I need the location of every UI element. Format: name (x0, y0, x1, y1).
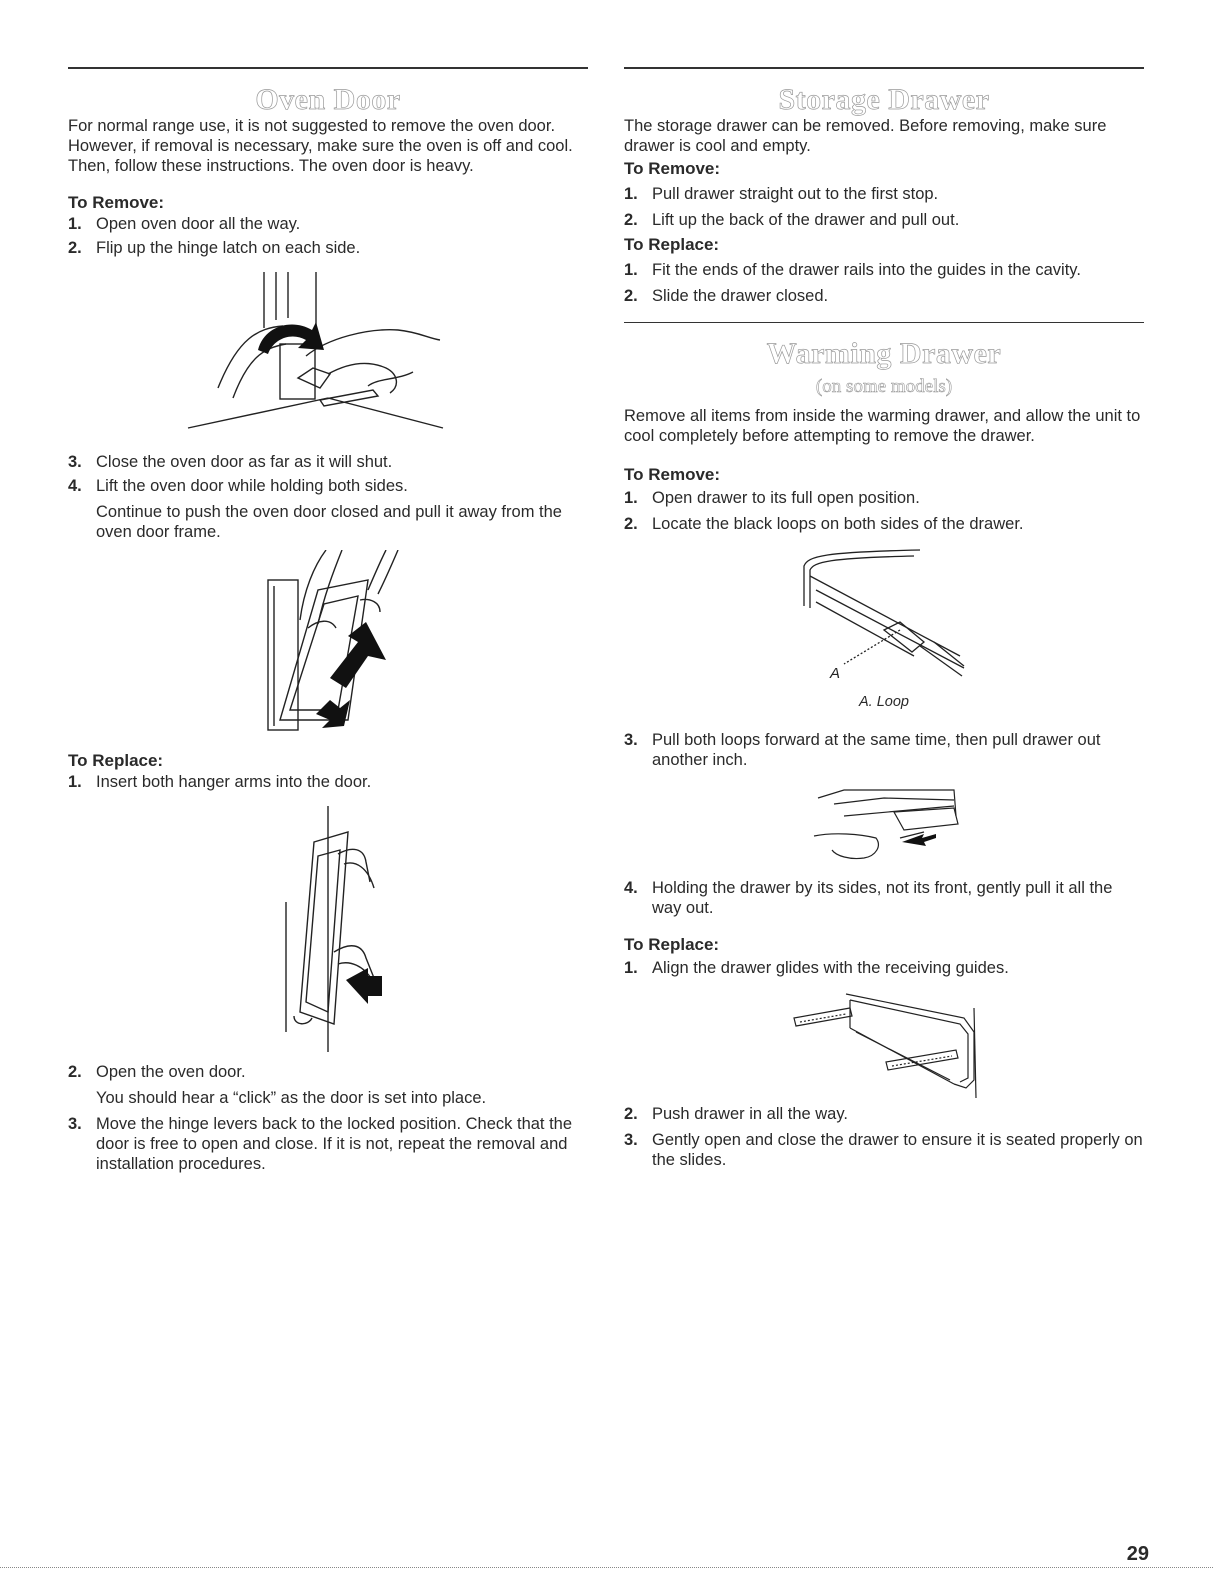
oven-door-section (68, 80, 588, 1174)
oven-door-remove-heading: To Remove: (68, 193, 165, 212)
warming-drawer-replace-step-3: 3. Gently open and close the drawer to ensure it is seated properly on the slides. (624, 1131, 1143, 1169)
storage-drawer-title: Storage Drawer (778, 83, 990, 116)
warming-drawer-remove-step-1: 1. Open drawer to its full open position. (624, 489, 920, 507)
drawer-loop-illustration (624, 546, 1144, 686)
oven-door-remove-step-1: 1. Open oven door all the way. (68, 215, 301, 233)
warming-drawer-section (624, 334, 1144, 1170)
oven-door-replace-step-3: 3. Move the hinge levers back to the locked position. Check that the door is free to open and close. If it is not, repeat the removal and installation procedures. (68, 1115, 573, 1173)
right-top-rule (624, 67, 1144, 69)
storage-drawer-replace-heading: To Replace: (624, 235, 720, 254)
oven-door-remove-step-4: 4. Lift the oven door while holding both sides. (68, 477, 408, 495)
insert-hanger-arms-illustration (68, 802, 588, 1052)
storage-drawer-replace-step-2: 2. Slide the drawer closed. (624, 287, 829, 305)
storage-drawer-replace-step-1: 1. Fit the ends of the drawer rails into the guides in the cavity. (624, 261, 1081, 279)
storage-drawer-remove-heading: To Remove: (624, 159, 721, 178)
warming-drawer-replace-step-1: 1. Align the drawer glides with the receiving guides. (624, 959, 1009, 977)
warming-drawer-intro: Remove all items from inside the warming drawer, and allow the unit to cool completely before attempting to remove the drawer. (624, 407, 1141, 445)
oven-door-intro: For normal range use, it is not suggested to remove the oven door. However, if removal is necessary, make sure the oven is off and cool. Then, follow these instructions. The oven door is heavy. (68, 117, 573, 175)
align-glides-illustration (624, 988, 1144, 1098)
loop-label-a: A (830, 665, 841, 682)
oven-door-remove-step-3: 3. Close the oven door as far as it will shut. (68, 453, 393, 471)
lift-door-illustration (68, 550, 588, 740)
oven-door-replace-step-2: 2. Open the oven door. (68, 1063, 246, 1081)
page-number: 29 (1126, 1543, 1149, 1565)
loop-caption: A. Loop (859, 694, 909, 710)
oven-door-replace-heading: To Replace: (68, 751, 164, 770)
warming-drawer-rule (624, 322, 1144, 323)
storage-drawer-remove-step-1: 1. Pull drawer straight out to the first stop. (624, 185, 939, 203)
warming-drawer-title: Warming Drawer (766, 337, 1002, 370)
storage-drawer-intro: The storage drawer can be removed. Before removing, make sure drawer is cool and empty. (624, 117, 1107, 155)
hinge-latch-illustration (68, 268, 588, 448)
left-top-rule (68, 67, 588, 69)
warming-drawer-replace-heading: To Replace: (624, 935, 720, 954)
oven-door-remove-step-4-continued: Continue to push the oven door closed and pull it away from the oven door frame. (96, 503, 562, 541)
warming-drawer-subtitle: (on some models) (815, 376, 953, 397)
oven-door-title: Oven Door (255, 83, 401, 116)
oven-door-replace-step-1: 1. Insert both hanger arms into the door. (68, 773, 372, 791)
storage-drawer-section (624, 80, 1144, 306)
scan-edge (0, 1567, 1213, 1568)
warming-drawer-remove-step-2: 2. Locate the black loops on both sides of the drawer. (624, 515, 1024, 533)
warming-drawer-remove-heading: To Remove: (624, 465, 721, 484)
warming-drawer-remove-step-3: 3. Pull both loops forward at the same time, then pull drawer out another inch. (624, 731, 1101, 769)
pull-loops-illustration (624, 776, 1144, 872)
warming-drawer-remove-step-4: 4. Holding the drawer by its sides, not its front, gently pull it all the way out. (624, 879, 1113, 917)
storage-drawer-remove-step-2: 2. Lift up the back of the drawer and pull out. (624, 211, 960, 229)
oven-door-remove-step-2: 2. Flip up the hinge latch on each side. (68, 239, 361, 257)
warming-drawer-replace-step-2: 2. Push drawer in all the way. (624, 1105, 848, 1123)
oven-door-replace-step-2-continued: You should hear a “click” as the door is set into place. (96, 1089, 487, 1107)
svg-text:1: 1 (364, 671, 373, 688)
